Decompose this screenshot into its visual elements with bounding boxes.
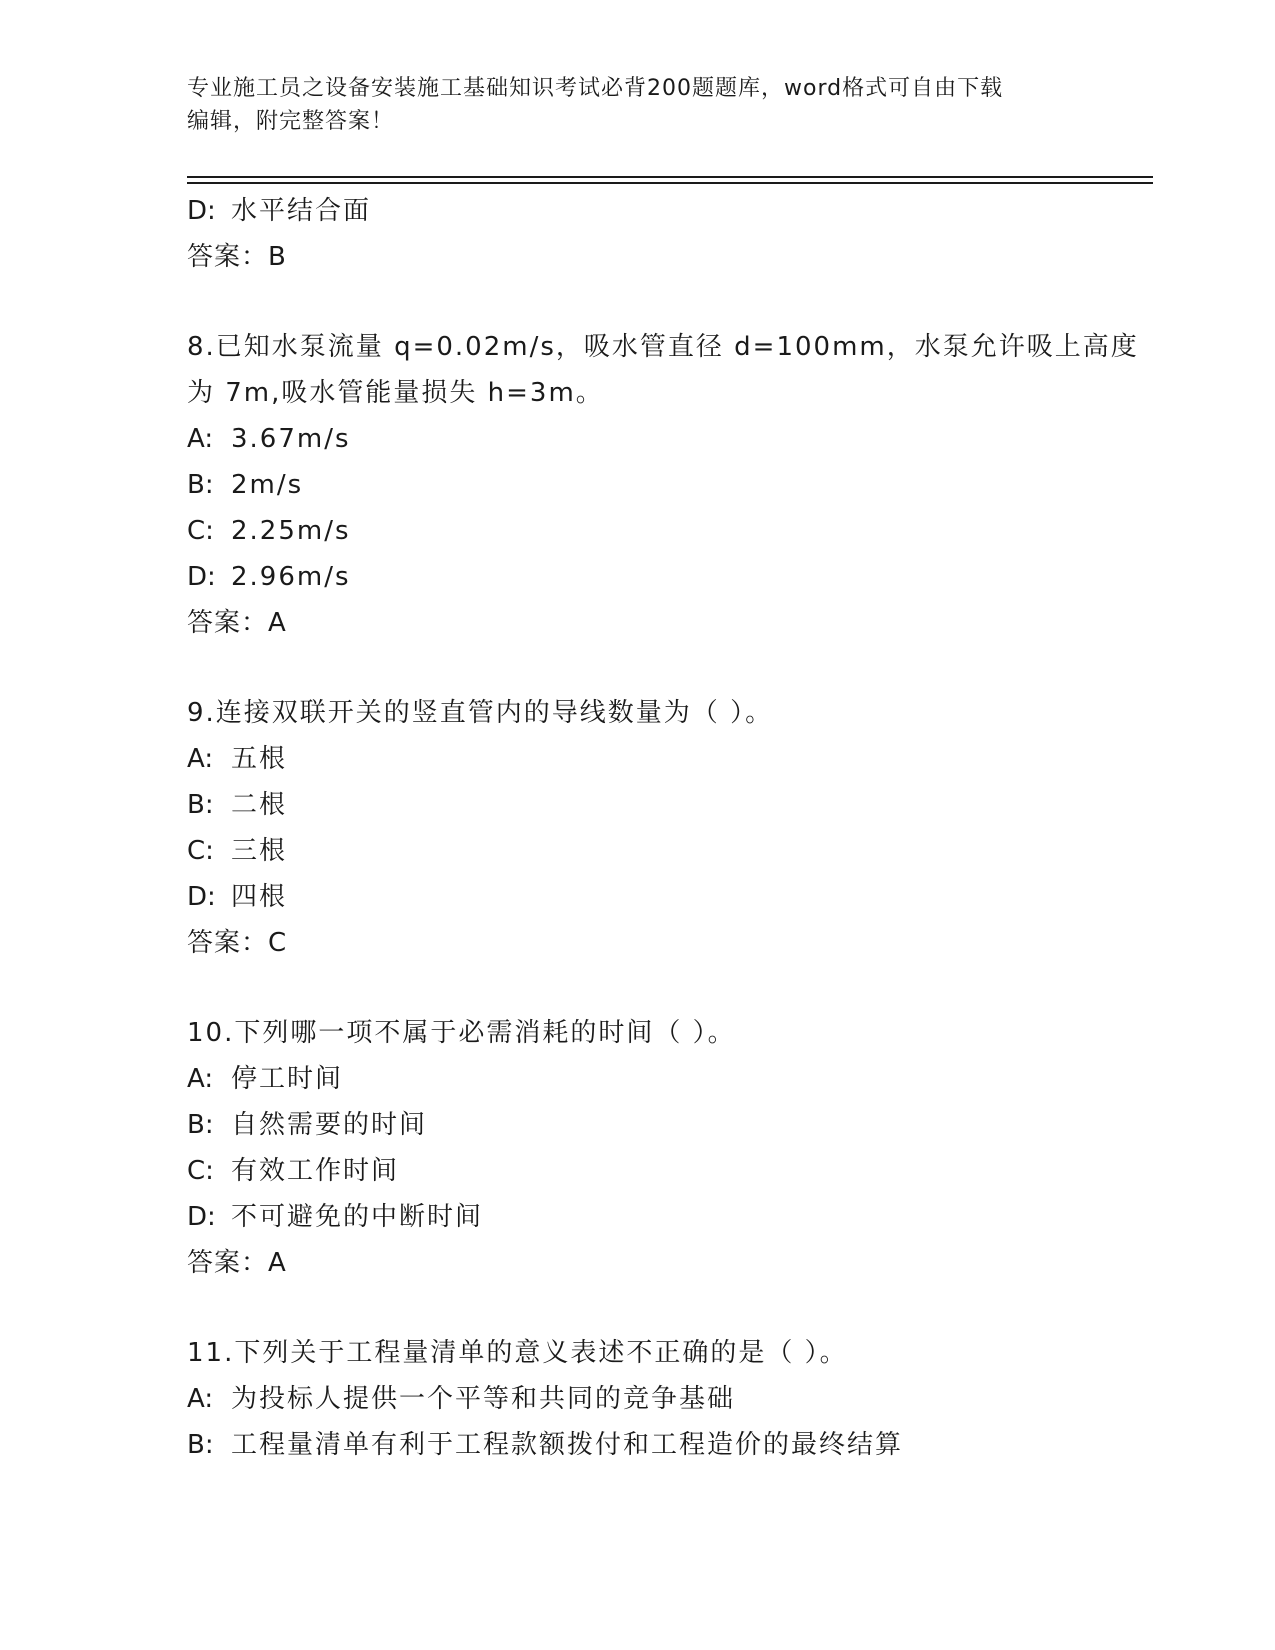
answer-value: A — [268, 1248, 287, 1278]
option-text: 自然需要的时间 — [231, 1110, 428, 1140]
option-c — [187, 508, 1147, 554]
option-text: 停工时间 — [231, 1064, 344, 1094]
header-line-2: 编辑，附完整答案！ — [187, 109, 395, 134]
question-stem: 11.下列关于工程量清单的意义表述不正确的是（ ）。 — [187, 1338, 848, 1368]
spacer — [187, 966, 1147, 1010]
option-label: D: — [187, 196, 216, 226]
answer-label: 答案： — [187, 242, 269, 272]
document-header — [187, 72, 1087, 138]
answer-value: C — [268, 928, 288, 958]
option-a — [187, 416, 1147, 462]
option-text: 四根 — [231, 882, 288, 912]
option-b — [187, 1422, 1147, 1468]
option-text: 二根 — [231, 790, 288, 820]
option-label: A: — [187, 744, 214, 774]
option-text: 有效工作时间 — [231, 1156, 400, 1186]
header-line-1: 专业施工员之设备安装施工基础知识考试必背200题题库，word格式可自由下载 — [187, 76, 1004, 101]
header-rule-top — [187, 176, 1153, 178]
option-text: 3.67m/s — [231, 424, 351, 454]
question-stem: 8.已知水泵流量 q=0.02m/s，吸水管直径 d=100mm，水泵允许吸上高度 — [187, 332, 1139, 362]
option-text: 2.25m/s — [231, 516, 351, 546]
option-text: 水平结合面 — [231, 196, 372, 226]
option-text: 2m/s — [231, 470, 304, 500]
option-label: A: — [187, 1064, 214, 1094]
option-label: C: — [187, 1156, 214, 1186]
spacer — [187, 646, 1147, 690]
option-text: 五根 — [231, 744, 288, 774]
question-stem: 10.下列哪一项不属于必需消耗的时间（ ）。 — [187, 1018, 736, 1048]
option-label: D: — [187, 562, 216, 592]
question-stem: 9.连接双联开关的竖直管内的导线数量为（ ）。 — [187, 698, 774, 728]
question-8 — [187, 324, 1147, 646]
option-label: D: — [187, 882, 216, 912]
answer-line — [187, 600, 1147, 646]
option-text: 为投标人提供一个平等和共同的竞争基础 — [231, 1384, 736, 1414]
option-c — [187, 828, 1147, 874]
option-b — [187, 782, 1147, 828]
option-label: B: — [187, 1430, 214, 1460]
question-11 — [187, 1330, 1147, 1468]
option-d — [187, 188, 1147, 234]
option-b — [187, 462, 1147, 508]
option-a — [187, 1056, 1147, 1102]
question-9 — [187, 690, 1147, 966]
option-label: B: — [187, 470, 214, 500]
option-label: A: — [187, 1384, 214, 1414]
header-rule-bottom — [187, 182, 1153, 184]
answer-label: 答案： — [187, 1248, 269, 1278]
spacer — [187, 280, 1147, 324]
option-label: D: — [187, 1202, 216, 1232]
option-label: A: — [187, 424, 214, 454]
option-d — [187, 554, 1147, 600]
option-label: B: — [187, 790, 214, 820]
question-10 — [187, 1010, 1147, 1286]
answer-line — [187, 1240, 1147, 1286]
option-b — [187, 1102, 1147, 1148]
answer-value: B — [268, 242, 287, 272]
option-text: 三根 — [231, 836, 288, 866]
option-text: 2.96m/s — [231, 562, 351, 592]
option-text: 不可避免的中断时间 — [231, 1202, 484, 1232]
option-text: 工程量清单有利于工程款额拨付和工程造价的最终结算 — [231, 1430, 904, 1460]
option-label: C: — [187, 516, 214, 546]
answer-line — [187, 234, 1147, 280]
option-label: C: — [187, 836, 214, 866]
document-body — [187, 188, 1147, 1468]
answer-label: 答案： — [187, 608, 269, 638]
answer-label: 答案： — [187, 928, 269, 958]
option-label: B: — [187, 1110, 214, 1140]
option-a — [187, 736, 1147, 782]
option-d — [187, 1194, 1147, 1240]
option-a — [187, 1376, 1147, 1422]
answer-value: A — [268, 608, 287, 638]
option-d — [187, 874, 1147, 920]
option-c — [187, 1148, 1147, 1194]
spacer — [187, 1286, 1147, 1330]
answer-line — [187, 920, 1147, 966]
question-stem-continued: 为 7m,吸水管能量损失 h=3m。 — [187, 378, 604, 408]
